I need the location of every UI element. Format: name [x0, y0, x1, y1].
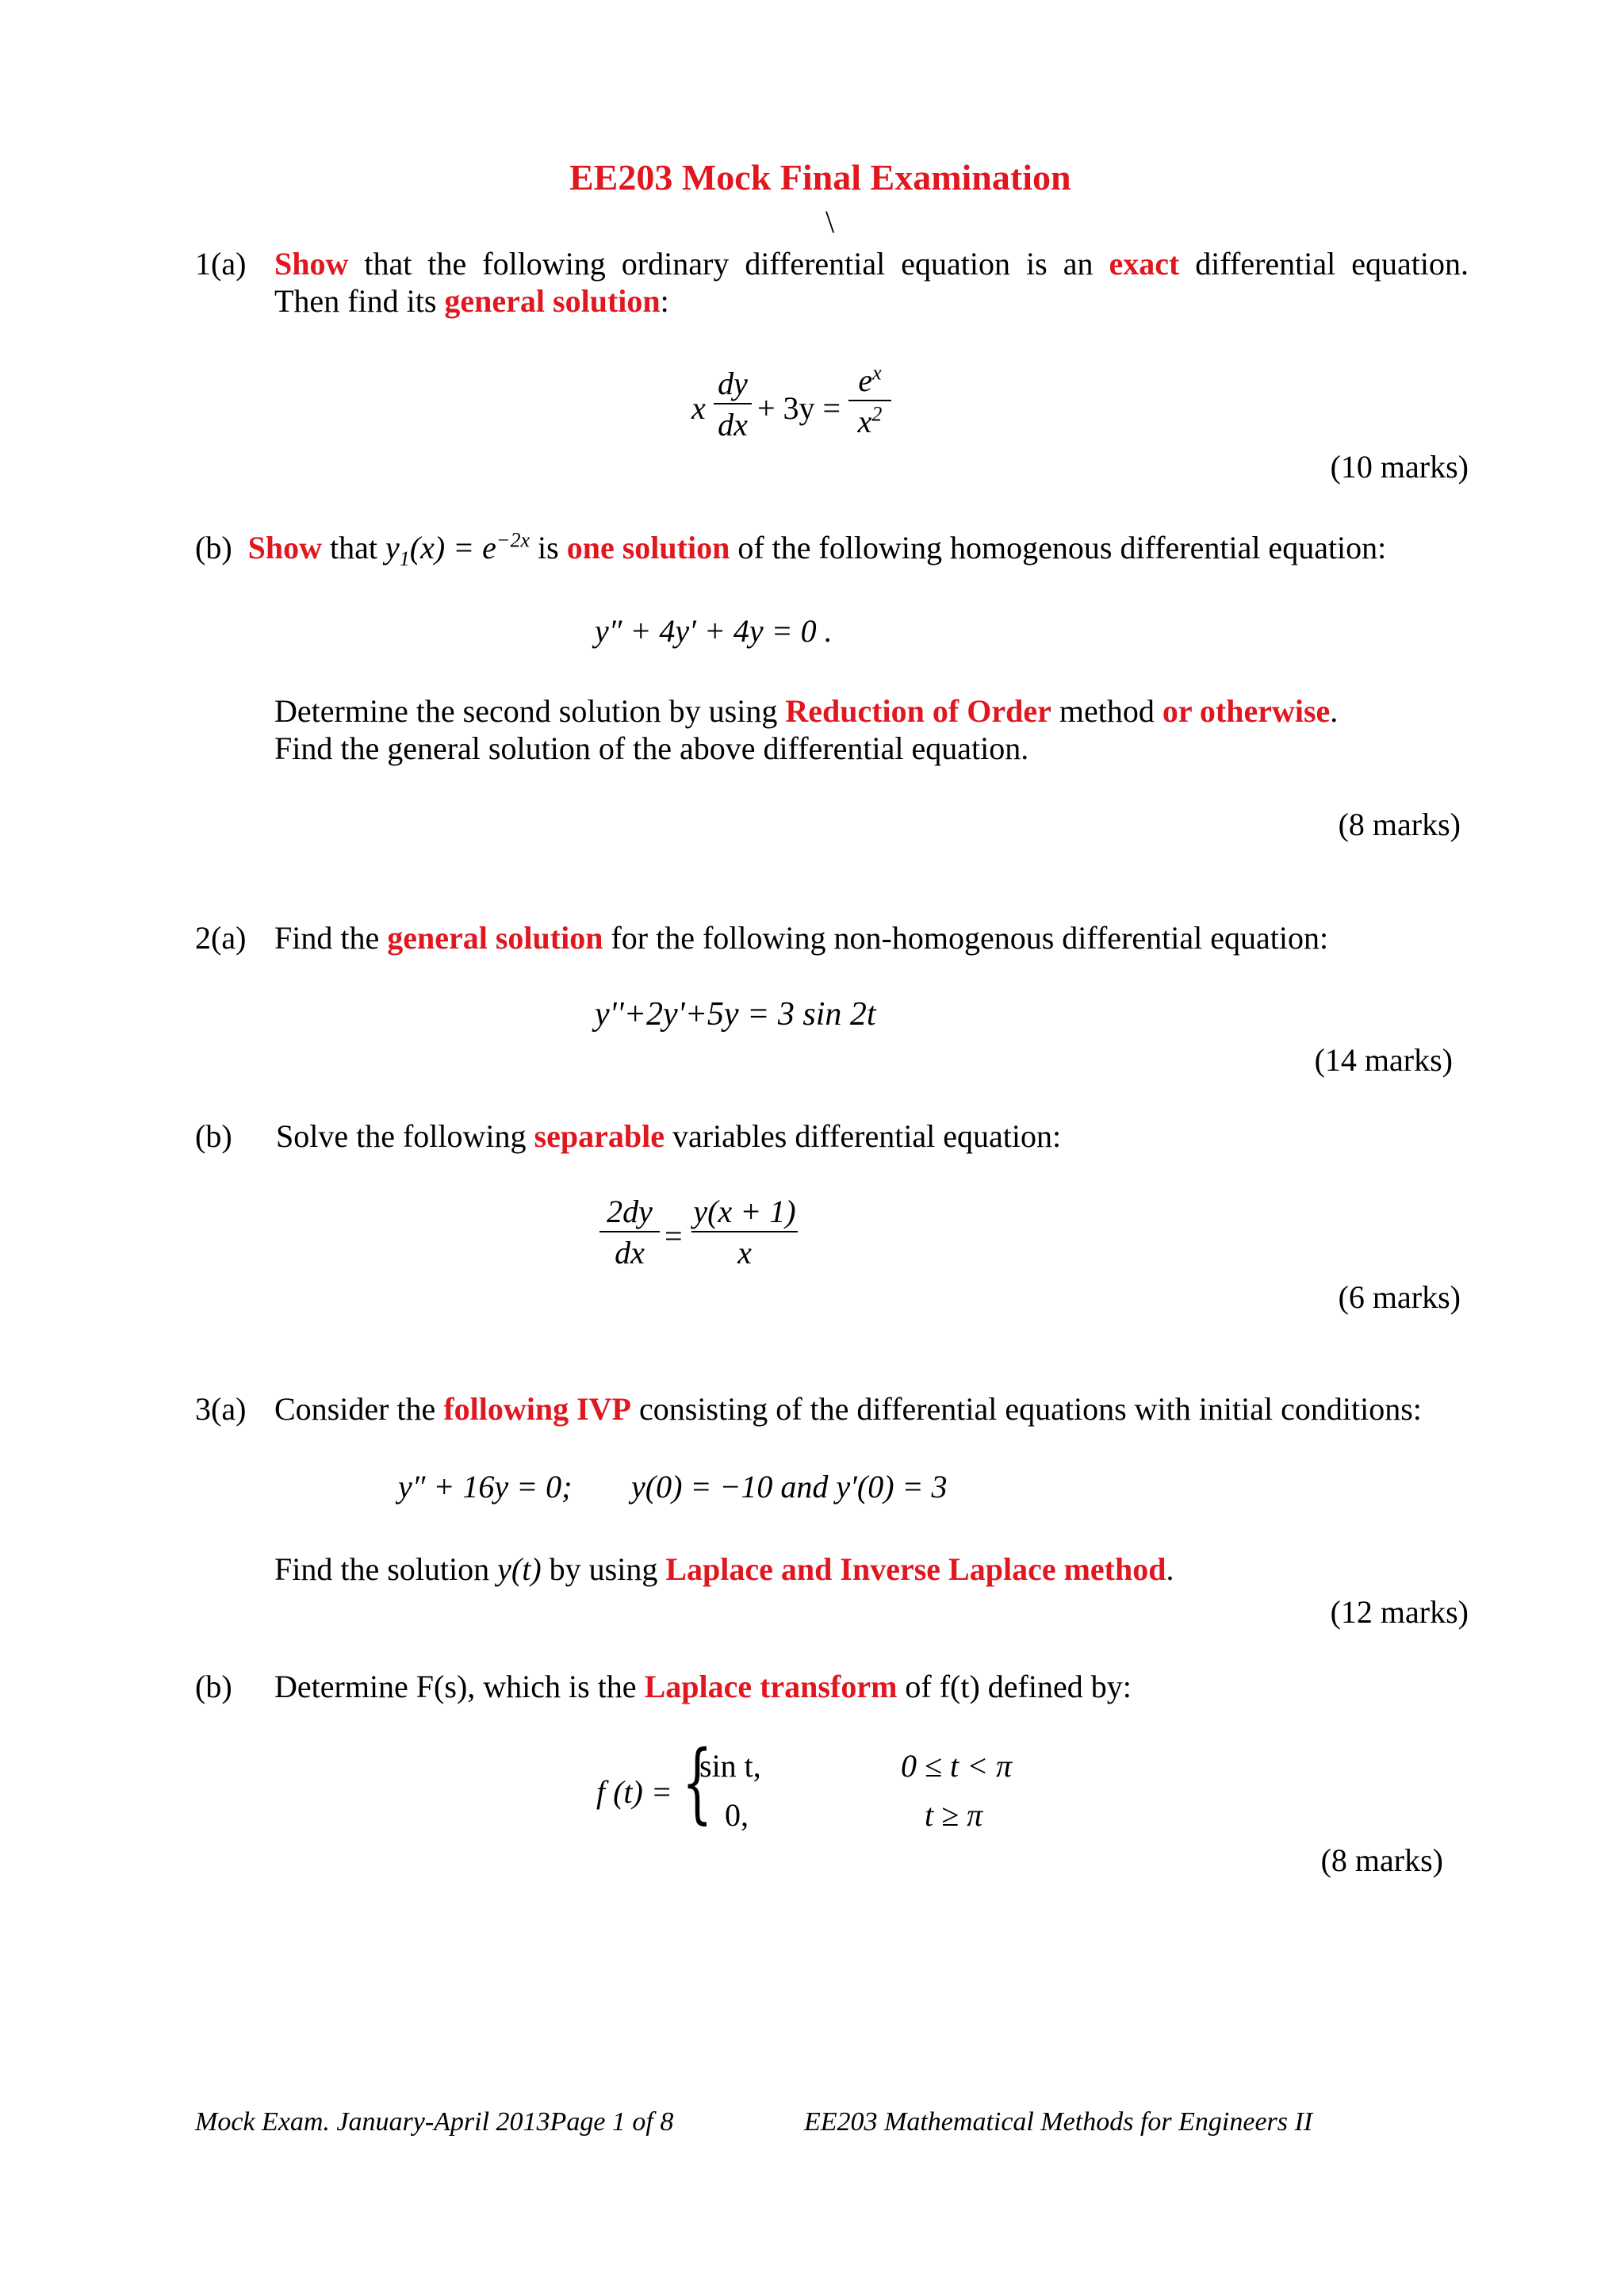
q1a-line1: [274, 246, 1469, 282]
q3b-case2: [725, 1797, 749, 1834]
q2a-marks: (14 marks): [1314, 1042, 1453, 1078]
q1a-text-2: differential equation.: [1179, 246, 1469, 282]
q2b-rhs: [691, 1194, 798, 1271]
q1b-show: Show: [247, 530, 323, 565]
q3b-label: (b): [195, 1669, 232, 1704]
q3a-find-post: .: [1166, 1551, 1174, 1587]
q1b-otherwise: or otherwise: [1162, 693, 1331, 729]
q3a-find-line: [274, 1551, 1174, 1588]
q2a-equation: y''+2y'+5y = 3 sin 2t: [595, 996, 876, 1033]
q3b-cond1: 0 ≤ t < π: [901, 1748, 1013, 1784]
q2a-number: 2(a): [195, 920, 247, 956]
q3a-find-pre: Find the solution: [274, 1551, 498, 1587]
q2b-pre: Solve the following: [276, 1118, 534, 1154]
q3a-number: 3(a): [195, 1391, 247, 1427]
q1a-eq-x2-base: x: [857, 404, 872, 439]
q3b-lhs: f (t) =: [596, 1774, 672, 1810]
q1b-reduction: Reduction of Order: [785, 693, 1051, 729]
q3a-find-y: y(t): [497, 1551, 542, 1587]
q1a-eq-dy: dy: [718, 366, 748, 401]
q3b-case2-text: 0,: [725, 1797, 749, 1833]
q1a-eq-bar2: [848, 400, 891, 401]
q3b-case1: [699, 1748, 761, 1784]
q1a-line2-post: :: [660, 283, 669, 319]
q2b-rhs-den: x: [737, 1235, 752, 1271]
q1b-y1-sup: −2x: [496, 528, 530, 552]
q3b-cond2: t ≥ π: [925, 1797, 983, 1833]
q2b-post: variables differential equation:: [664, 1118, 1062, 1154]
q1b-line1-mid: method: [1051, 693, 1162, 729]
q3a-marks: (12 marks): [1330, 1594, 1469, 1630]
q3b-pre: Determine F(s), which is the: [274, 1669, 645, 1704]
footer-left: Mock Exam. January-April 2013Page 1 of 8: [195, 2107, 674, 2137]
q3a-post: consisting of the differential equations with initial conditions:: [631, 1391, 1422, 1427]
q3b-line: [274, 1669, 1132, 1705]
q3b-brace: {: [682, 1731, 713, 1833]
page-title: EE203 Mock Final Examination: [569, 157, 1071, 197]
q1b-line1-pre: Determine the second solution by using: [274, 693, 786, 729]
q1a-eq-dydx: [714, 366, 752, 443]
q1b-line1: [195, 528, 1387, 570]
q1a-eq-dx: dx: [718, 407, 748, 443]
q1a-general-solution: general solution: [444, 283, 661, 319]
q2a-general-solution: general solution: [387, 920, 603, 956]
footer-right: EE203 Mathematical Methods for Engineers II: [804, 2107, 1313, 2137]
q3b-marks: (8 marks): [1320, 1842, 1443, 1878]
q2a-line: [274, 920, 1328, 956]
q2b-lhs-num: 2dy: [607, 1194, 653, 1229]
q2b-separable: separable: [534, 1118, 665, 1154]
q2b-label: (b): [195, 1118, 232, 1154]
q3a-line: [274, 1391, 1422, 1428]
q1b-rest: of the following homogenous differential equation:: [730, 530, 1387, 565]
q2b-rhs-num: y(x + 1): [693, 1194, 796, 1229]
q1b-label: (b): [195, 530, 232, 565]
q3b-post: of f(t) defined by:: [897, 1669, 1132, 1704]
q1a-eq-x2-sup: 2: [871, 402, 883, 426]
q1a-exact: exact: [1109, 246, 1180, 282]
q2b-lhs-bar: [599, 1231, 660, 1232]
q1b-y1-rest: (x) = e: [409, 530, 496, 565]
q2b-line: [276, 1118, 1061, 1155]
q3a-laplace: Laplace and Inverse Laplace method: [665, 1551, 1166, 1587]
q2b-rhs-bar: [691, 1231, 798, 1232]
q1a-eq-plus3y: + 3y =: [757, 390, 841, 426]
q1b-y1: [385, 528, 530, 570]
q1a-show: Show: [274, 246, 349, 282]
q3a-pre: Consider the: [274, 1391, 444, 1427]
q2b-equals: =: [665, 1218, 683, 1254]
q1b-that: that: [322, 530, 386, 565]
q1b-line1-post: .: [1330, 693, 1339, 729]
q1a-line2: [274, 283, 669, 320]
q1b-equation: y″ + 4y′ + 4y = 0 .: [595, 613, 833, 649]
q3a-conditions: y(0) = −10 and y′(0) = 3: [631, 1469, 948, 1504]
q3a-equation: y″ + 16y = 0;: [398, 1469, 573, 1504]
q1a-eq-bar1: [714, 403, 752, 404]
q1a-marks: (10 marks): [1330, 449, 1469, 485]
q1b-is: is: [530, 530, 567, 565]
q1b-y1-sub: 1: [399, 547, 410, 570]
q1b-reduction-line: [274, 693, 1338, 730]
q1a-eq-e: e: [858, 362, 873, 398]
q3b-case1-text: sin t,: [699, 1748, 761, 1784]
q1b-one-solution: one solution: [566, 530, 730, 565]
q1a-eq-ex: [848, 363, 891, 398]
q3b-laplace-transform: Laplace transform: [644, 1669, 898, 1704]
q2a-pre: Find the: [274, 920, 388, 956]
q1a-eq-x2: [848, 404, 891, 439]
q1a-number: 1(a): [195, 246, 247, 282]
q3a-find-mid: by using: [541, 1551, 666, 1587]
q1a-text-1: that the following ordinary differential equation is an: [348, 246, 1109, 282]
q2b-lhs: [599, 1194, 660, 1271]
q1b-marks: (8 marks): [1338, 807, 1461, 842]
q2a-post: for the following non-homogenous differential equation:: [603, 920, 1329, 956]
q2b-lhs-den: dx: [615, 1235, 645, 1271]
q1a-eq-x: x: [691, 390, 706, 426]
q1a-eq-rhs: [848, 363, 891, 439]
q3a-ivp: following IVP: [443, 1391, 631, 1427]
stray-backslash: \: [825, 204, 835, 240]
q1b-general-line: Find the general solution of the above differential equation.: [274, 730, 1029, 766]
q2b-marks: (6 marks): [1338, 1279, 1461, 1315]
q1a-eq-e-sup: x: [872, 361, 882, 385]
q1a-line2-pre: Then find its: [274, 283, 445, 319]
q1b-y1-base: y: [385, 530, 400, 565]
